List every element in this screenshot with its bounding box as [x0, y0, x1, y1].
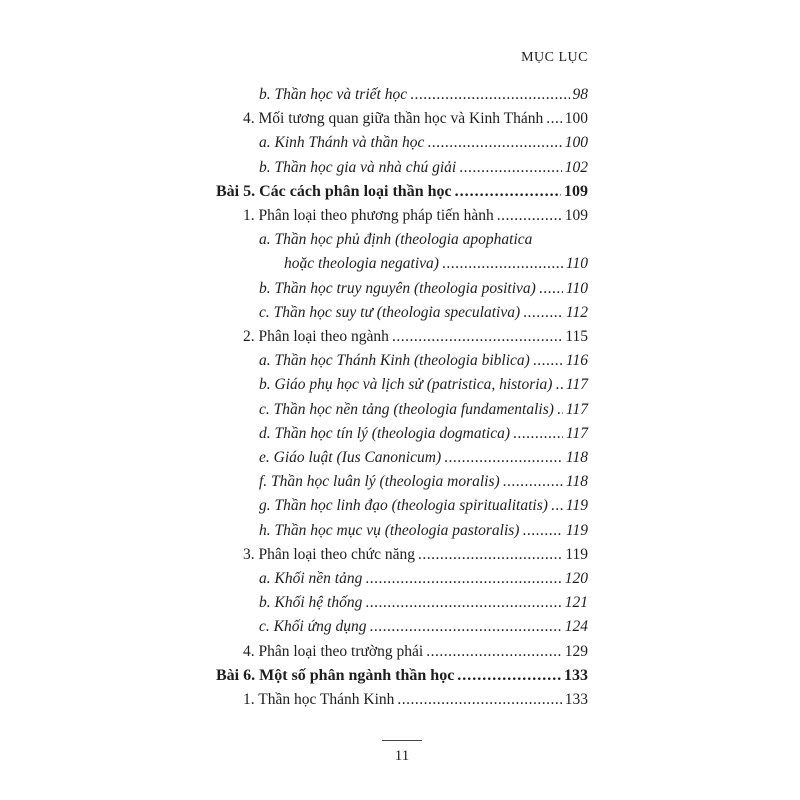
toc-entry-page: 110 — [565, 279, 588, 297]
toc-entry-title: e. Giáo luật (Ius Canonicum) — [259, 449, 442, 466]
toc-entry — [259, 522, 588, 546]
dot-leader — [539, 280, 563, 298]
dot-leader — [551, 497, 563, 515]
toc-entry-title: g. Thần học linh đạo (theologia spiritualitatis) — [259, 497, 548, 515]
toc-entry-title: d. Thần học tín lý (theologia dogmatica) — [259, 424, 510, 442]
toc-entry-page: 109 — [564, 207, 588, 224]
dot-leader — [497, 207, 562, 225]
toc-entry-title: 1. Thần học Thánh Kinh — [243, 691, 395, 708]
toc-entry — [259, 86, 588, 110]
toc-entry-page: 115 — [565, 328, 588, 345]
toc-entry-title: a. Thần học Thánh Kinh (theologia biblica) — [259, 352, 530, 370]
toc-entry-title: c. Thần học suy tư (theologia speculativa) — [259, 303, 521, 321]
toc-entry — [259, 618, 588, 642]
dot-leader — [459, 159, 562, 177]
toc-entry — [216, 183, 588, 207]
toc-entry-title: b. Khối hệ thống — [259, 594, 363, 612]
dot-leader — [513, 425, 563, 443]
toc-entry-title: 2. Phân loại theo ngành — [243, 328, 389, 345]
dot-leader — [444, 449, 563, 467]
toc-entry — [259, 425, 588, 449]
dot-leader — [365, 570, 561, 588]
dot-leader — [557, 401, 563, 419]
dot-leader — [555, 376, 562, 394]
dot-leader — [410, 86, 569, 104]
toc-entry — [259, 570, 588, 594]
toc-entry-title: hoặc theologia negativa) — [284, 255, 439, 273]
dot-leader — [418, 546, 562, 564]
dot-leader — [397, 691, 561, 709]
toc-entry-page: 119 — [565, 497, 588, 515]
toc-entry-title: 4. Mối tương quan giữa thần học và Kinh Thánh — [243, 110, 544, 128]
toc-entry-page: 118 — [565, 473, 588, 491]
toc-entry-title: h. Thần học mục vụ (theologia pastoralis) — [259, 521, 520, 539]
dot-leader — [523, 304, 563, 322]
toc-entry — [243, 207, 588, 231]
toc-entry-title: b. Thần học truy nguyên (theologia positiva) — [259, 279, 536, 297]
toc-entry-title: 4. Phân loại theo trường phái — [243, 642, 424, 660]
toc-entry — [243, 328, 588, 352]
toc-entry-page: 100 — [564, 134, 588, 152]
toc-entry-page: 133 — [564, 666, 588, 684]
dot-leader — [427, 134, 561, 152]
toc-entry-title: b. Thần học gia và nhà chú giải — [259, 158, 457, 176]
toc-entry-title: Bài 5. Các cách phân loại thần học — [216, 182, 452, 200]
toc-entry-page: 98 — [572, 86, 588, 103]
toc-entry — [259, 134, 588, 158]
toc-entry-title: c. Thần học nền tảng (theologia fundamentalis) — [259, 400, 554, 418]
toc-entry — [259, 352, 588, 376]
toc-entry — [243, 691, 588, 715]
toc-entry-page: 117 — [565, 424, 588, 442]
dot-leader — [522, 522, 562, 540]
toc-entry-title: c. Khối ứng dụng — [259, 618, 367, 636]
dot-leader — [365, 594, 561, 612]
toc-entry-page: 124 — [564, 618, 588, 636]
page-number: 11 — [394, 748, 410, 764]
dot-leader — [457, 667, 561, 685]
toc-entry — [259, 594, 588, 618]
toc-entry — [259, 280, 588, 304]
toc-entry — [243, 110, 588, 134]
toc-entry — [259, 159, 588, 183]
toc-entry — [243, 546, 588, 570]
toc-entry-title: b. Thần học và triết học — [259, 86, 408, 103]
toc-entry-title: a. Kinh Thánh và thần học — [259, 134, 425, 152]
dot-leader — [503, 473, 563, 491]
dot-leader — [392, 328, 562, 346]
toc-entry — [259, 376, 588, 400]
toc-entry-title: b. Giáo phụ học và lịch sử (patristica, historia) — [259, 376, 553, 394]
toc-entry — [259, 473, 588, 497]
toc-entry-page: 117 — [565, 376, 588, 394]
dot-leader — [533, 352, 563, 370]
toc-entry-page: 118 — [565, 449, 588, 466]
toc-entry-page: 116 — [565, 352, 588, 370]
toc-entry-page: 102 — [564, 158, 588, 176]
toc-entry-page: 109 — [564, 182, 588, 200]
toc-entry — [259, 401, 588, 425]
dot-leader — [546, 110, 562, 128]
running-header: MỤC LỤC — [521, 50, 588, 65]
toc-entry-title: a. Khối nền tảng — [259, 570, 363, 587]
toc-entry-page: 129 — [564, 642, 588, 660]
dot-leader — [426, 643, 562, 661]
toc-entry-page: 117 — [565, 400, 588, 418]
footer-divider — [382, 740, 422, 741]
toc-entry — [259, 497, 588, 521]
toc-entry-title: a. Thần học phủ định (theologia apophatica — [259, 231, 533, 249]
toc-entry-title: 3. Phân loại theo chức năng — [243, 545, 415, 563]
toc-entry — [243, 643, 588, 667]
toc-entry-page: 120 — [564, 570, 588, 587]
dot-leader — [369, 618, 561, 636]
toc-entry-title: f. Thần học luân lý (theologia moralis) — [259, 473, 500, 491]
toc-entry-page: 121 — [564, 594, 588, 612]
toc-entry — [259, 231, 588, 255]
toc-entry-page: 133 — [564, 691, 588, 708]
toc-entry-page: 119 — [565, 545, 588, 563]
toc-entry-title: Bài 6. Một số phân ngành thần học — [216, 666, 455, 684]
toc-entry-title: 1. Phân loại theo phương pháp tiến hành — [243, 207, 494, 224]
toc-entry-page: 112 — [565, 303, 588, 321]
toc-entry — [259, 304, 588, 328]
toc-entry-page: 100 — [564, 110, 588, 128]
toc-entry — [284, 255, 588, 279]
dot-leader — [455, 183, 561, 201]
toc-entry — [216, 667, 588, 691]
dot-leader — [442, 255, 563, 273]
toc-entry — [259, 449, 588, 473]
toc-entry-page: 119 — [565, 521, 588, 539]
toc-entry-page: 110 — [565, 255, 588, 273]
